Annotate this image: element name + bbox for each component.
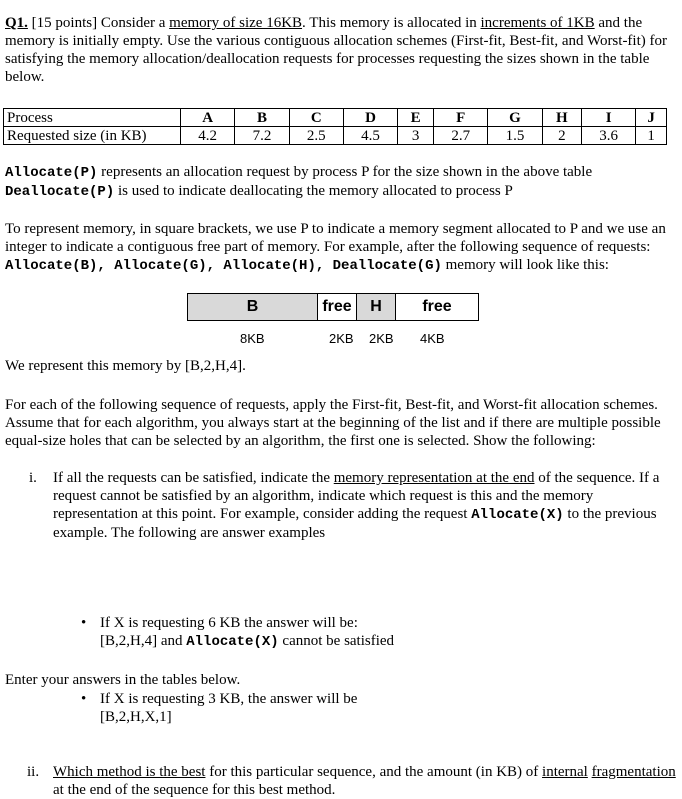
item-i-number: i. (29, 470, 37, 486)
represent-line: We represent this memory by [B,2,H,4]. (5, 358, 246, 374)
size-row-label: Requested size (in KB) (4, 127, 181, 145)
size-cell: 2.7 (434, 127, 488, 145)
segment-size-b: 8KB (240, 331, 265, 346)
sequence-code: Allocate(B), Allocate(G), Allocate(H), Deallocate(G) (5, 258, 442, 274)
bullet-dot: • (81, 691, 87, 707)
process-header-cell: J (636, 109, 667, 127)
internal-text: internal (542, 764, 588, 780)
segment-size-h: 2KB (369, 331, 394, 346)
item-ii: ii. Which method is the best for this particular sequence, and the amount (in KB) of internal fragmentation at the end of the sequence for this best method. (27, 764, 676, 798)
process-header-cell: C (289, 109, 343, 127)
memory-representation-text: memory representation at the end (333, 470, 535, 486)
size-cell: 3 (398, 127, 434, 145)
item-ii-number: ii. (27, 764, 40, 780)
process-header-cell: F (434, 109, 488, 127)
definitions: Allocate(P) represents an allocation request by process P for the size shown in the above table Deallocate(P) is used to indicate deallocating the memory allocated to process P (5, 164, 593, 200)
size-cell: 1 (636, 127, 667, 145)
allocate-x-code-2: Allocate(X) (186, 634, 279, 650)
size-cell: 1.5 (488, 127, 542, 145)
process-header-cell: E (398, 109, 434, 127)
size-cell: 3.6 (582, 127, 636, 145)
instructions: For each of the following sequence of requests, apply the First-fit, Best-fit, and Worst-fit allocation schemes. Assume that for each algorithm, you always start at the beginning of the list and if there are multiple possible equal-size holes that can be selected by an algorithm, the first one is selected. Show the following: (5, 397, 661, 449)
memory-segment-h: H (357, 294, 396, 320)
size-cell: 4.5 (343, 127, 397, 145)
allocate-code: Allocate(P) (5, 165, 98, 181)
question-label: Q1. (5, 15, 28, 31)
process-header-cell: A (181, 109, 235, 127)
allocate-x-code: Allocate(X) (471, 507, 564, 523)
process-header-cell: B (235, 109, 289, 127)
fragmentation-text: fragmentation (591, 764, 676, 780)
memory-segment-b: B (188, 294, 318, 320)
deallocate-code: Deallocate(P) (5, 184, 115, 200)
size-cell: 2.5 (289, 127, 343, 145)
bullet-dot: • (81, 615, 87, 631)
bullet-2: • If X is requesting 3 KB, the answer will be [B,2,H,X,1] (81, 691, 358, 725)
process-header-cell: G (488, 109, 542, 127)
size-cell: 4.2 (181, 127, 235, 145)
process-header-cell: I (582, 109, 636, 127)
process-header-row (4, 109, 667, 127)
segment-size-free-2: 4KB (420, 331, 445, 346)
process-header-label: Process (4, 109, 181, 127)
process-header-cell: H (542, 109, 581, 127)
representation-text: To represent memory, in square brackets, we use P to indicate a memory segment allocated to P and we use an integer to indicate a contiguous free part of memory. For example, after the following sequence of requests: Allocate(B), Allocate(G), Allocate(H), Deallocate(G) memory will look like this: (5, 221, 666, 274)
memory-size-text: memory of size 16KB (169, 15, 303, 31)
size-cell: 2 (542, 127, 581, 145)
bullet-1: • If X is requesting 6 KB the answer will be: [B,2,H,4] and Allocate(X) cannot be satisfied (81, 615, 395, 650)
size-row (4, 127, 667, 145)
size-cell: 7.2 (235, 127, 289, 145)
process-table (3, 108, 667, 145)
increments-text: increments of 1KB (480, 15, 595, 31)
segment-size-free-1: 2KB (329, 331, 354, 346)
memory-diagram (187, 293, 479, 321)
memory-segment-free-1: free (318, 294, 357, 320)
footer-instruction: Enter your answers in the tables below. (5, 672, 241, 688)
memory-segment-free-2: free (396, 294, 478, 320)
question-intro: Q1. [15 points] Consider a memory of size 16KB. This memory is allocated in increments of 1KB and the memory is initially empty. Use the various contiguous allocation schemes (First-fit, Best-fit, and Worst-fit) for satisfying the memory allocation/deallocation requests for processes requesting the sizes shown in the table below. (5, 15, 667, 85)
item-i: i. If all the requests can be satisfied, indicate the memory representation at the end of the sequence. If a request cannot be satisfied by an algorithm, indicate which request is this and the memory representation at this point. For example, consider adding the request Allocate(X) to the previous example. The following are answer examples (29, 470, 660, 541)
best-method-text: Which method is the best (53, 764, 206, 780)
process-header-cell: D (343, 109, 397, 127)
